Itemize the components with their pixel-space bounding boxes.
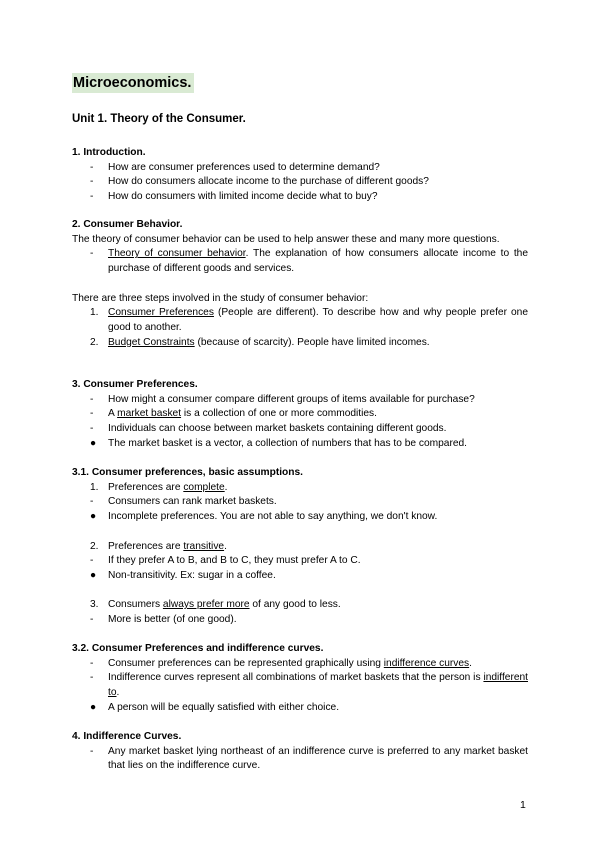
section-indifference-curves-intro <box>72 642 528 716</box>
section-heading: 3. Consumer Preferences. <box>72 379 198 390</box>
numbered-item: 1. Consumer Preferences (People are different). To describe how and why people prefer one good to another. <box>90 307 528 333</box>
list-item: - How do consumers with limited income decide what to buy? <box>90 191 378 203</box>
numbered-item: 1. Preferences are complete. <box>90 481 228 493</box>
section-heading: 4. Indifference Curves. <box>72 731 182 742</box>
list-item: - Theory of consumer behavior. The explanation of how consumers allocate income to the purchase of different goods and services. <box>90 248 528 275</box>
list-item: - Consumers can rank market baskets. <box>90 496 277 508</box>
paragraph: The theory of consumer behavior can be used to help answer these and many more questions. <box>72 233 500 245</box>
numbered-item: 2. Preferences are transitive. <box>90 540 227 552</box>
list-item: - Consumer preferences can be represented graphically using indifference curves. <box>90 657 472 669</box>
section-consumer-preferences <box>72 378 528 452</box>
section-heading: 1. Introduction. <box>72 147 146 158</box>
page-number: 1 <box>520 799 526 811</box>
term: always prefer more <box>162 599 250 611</box>
term: Theory of consumer behavior <box>108 248 246 260</box>
numbered-item: 3. Consumers always prefer more of any good to less. <box>90 599 341 611</box>
section-heading: 3.2. Consumer Preferences and indifference curves. <box>72 643 324 654</box>
list-item: - A market basket is a collection of one or more commodities. <box>90 408 377 420</box>
list-item: - Indifference curves represent all combinations of market baskets that the person is indifferent to. <box>90 672 528 699</box>
paragraph: There are three steps involved in the study of consumer behavior: <box>72 292 369 304</box>
term: Consumer Preferences <box>108 307 214 319</box>
term: market basket <box>117 408 182 420</box>
section-indifference-curves <box>72 730 528 774</box>
section-consumer-behavior <box>72 218 528 350</box>
term: transitive <box>183 540 225 552</box>
list-item: ● A person will be equally satisfied with either choice. <box>90 701 340 713</box>
list-item: - Any market basket lying northeast of an indifference curve is preferred to any market basket that lies on the indifference curve. <box>90 745 528 772</box>
list-item: - How do consumers allocate income to the purchase of different goods? <box>90 176 429 188</box>
list-item: - How are consumer preferences used to determine demand? <box>90 161 380 173</box>
term: complete <box>183 481 225 493</box>
section-introduction <box>72 146 528 205</box>
unit-title: Unit 1. Theory of the Consumer. <box>72 113 246 125</box>
section-heading: 3.1. Consumer preferences, basic assumptions. <box>72 467 304 478</box>
term: Budget Constraints <box>108 336 195 348</box>
section-basic-assumptions <box>72 466 528 628</box>
list-item: - If they prefer A to B, and B to C, they must prefer A to C. <box>90 555 361 567</box>
document-title: Microeconomics. <box>72 73 194 93</box>
list-item: ● Incomplete preferences. You are not able to say anything, we don't know. <box>90 511 438 523</box>
list-item: - Individuals can choose between market baskets containing different goods. <box>90 423 447 435</box>
term: indifferent to <box>108 672 528 699</box>
list-item: - More is better (of one good). <box>90 614 237 625</box>
section-heading: 2. Consumer Behavior. <box>72 219 183 230</box>
list-item: - How might a consumer compare different groups of items available for purchase? <box>90 393 475 405</box>
numbered-item: 2. Budget Constraints (because of scarcity). People have limited incomes. <box>90 336 430 348</box>
term: indifference curves <box>383 657 470 669</box>
list-item: ● Non-transitivity. Ex: sugar in a coffee. <box>90 569 276 581</box>
list-item: ● The market basket is a vector, a collection of numbers that has to be compared. <box>90 437 468 449</box>
